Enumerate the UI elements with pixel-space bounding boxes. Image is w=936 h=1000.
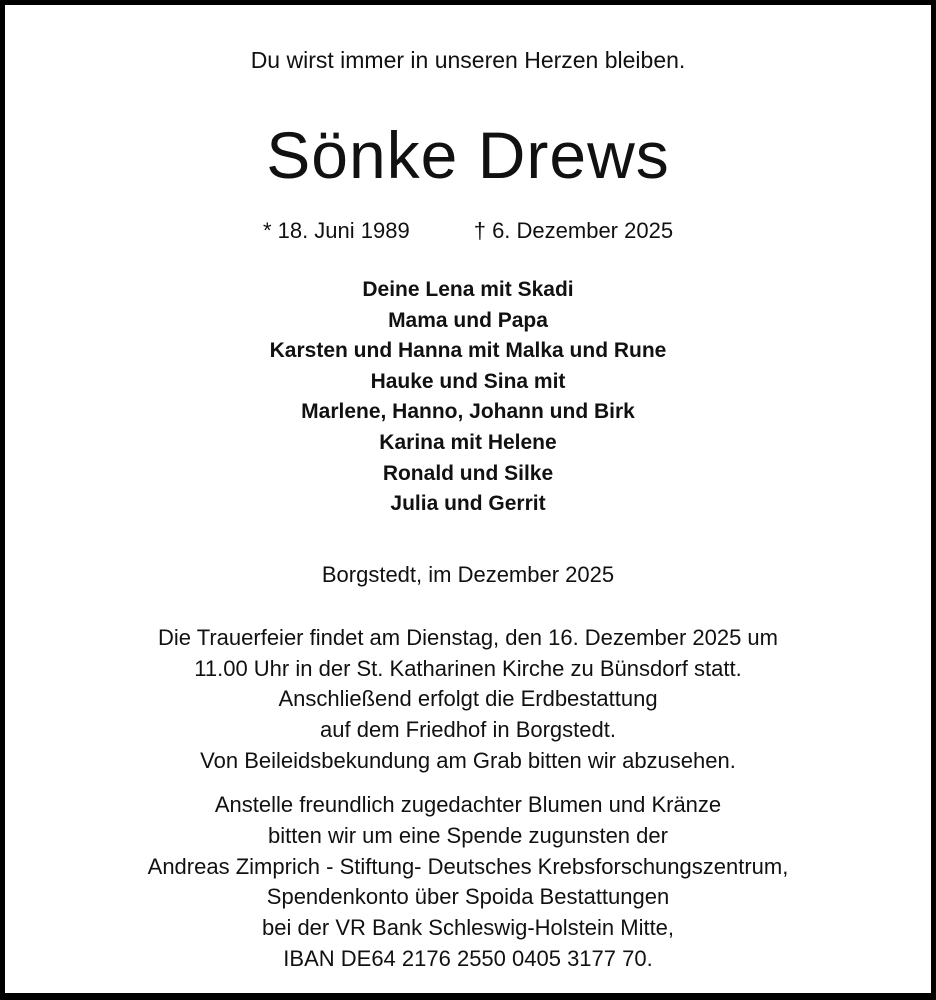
ceremony-line: Die Trauerfeier findet am Dienstag, den 16. Dezember 2025 um bbox=[158, 625, 778, 650]
donation-line: Andreas Zimprich - Stiftung- Deutsches Krebsforschungszentrum, bbox=[147, 853, 789, 879]
place-date: Borgstedt, im Dezember 2025 bbox=[321, 562, 615, 587]
family-line: Julia und Gerrit bbox=[390, 492, 546, 516]
family-line: Karsten und Hanna mit Malka und Rune bbox=[269, 339, 667, 363]
ceremony-line: Von Beileidsbekundung am Grab bitten wir abzusehen. bbox=[200, 747, 736, 773]
deceased-name: Sönke Drews bbox=[266, 118, 670, 192]
obituary-notice bbox=[5, 5, 931, 993]
ceremony-info bbox=[0, 623, 936, 777]
death-date: † 6. Dezember 2025 bbox=[473, 218, 674, 243]
family-line: Marlene, Hanno, Johann und Birk bbox=[301, 400, 635, 424]
ceremony-line: 11.00 Uhr in der St. Katharinen Kirche zu Bünsdorf statt. bbox=[194, 655, 742, 681]
birth-date: * 18. Juni 1989 bbox=[262, 218, 410, 243]
donation-info bbox=[0, 790, 936, 975]
donation-line: Spendenkonto über Spoida Bestattungen bbox=[266, 884, 670, 910]
ceremony-line: Anschließend erfolgt die Erdbestattung bbox=[278, 686, 658, 712]
donation-line: bitten wir um eine Spende zugunsten der bbox=[268, 822, 668, 848]
family-line: Karina mit Helene bbox=[379, 430, 557, 454]
family-line: Mama und Papa bbox=[388, 308, 548, 332]
motto: Du wirst immer in unseren Herzen bleiben. bbox=[250, 47, 686, 73]
ceremony-line: auf dem Friedhof in Borgstedt. bbox=[320, 717, 616, 743]
donation-line: Anstelle freundlich zugedachter Blumen und Kränze bbox=[214, 792, 722, 817]
family-line: Hauke und Sina mit bbox=[370, 369, 566, 393]
family-line: Ronald und Silke bbox=[382, 461, 554, 485]
life-dates bbox=[0, 215, 936, 247]
family-line: Deine Lena mit Skadi bbox=[362, 278, 574, 301]
family-list bbox=[0, 275, 936, 520]
donation-line: bei der VR Bank Schleswig-Holstein Mitte, bbox=[261, 915, 675, 941]
donation-line: IBAN DE64 2176 2550 0405 3177 70. bbox=[283, 945, 653, 971]
